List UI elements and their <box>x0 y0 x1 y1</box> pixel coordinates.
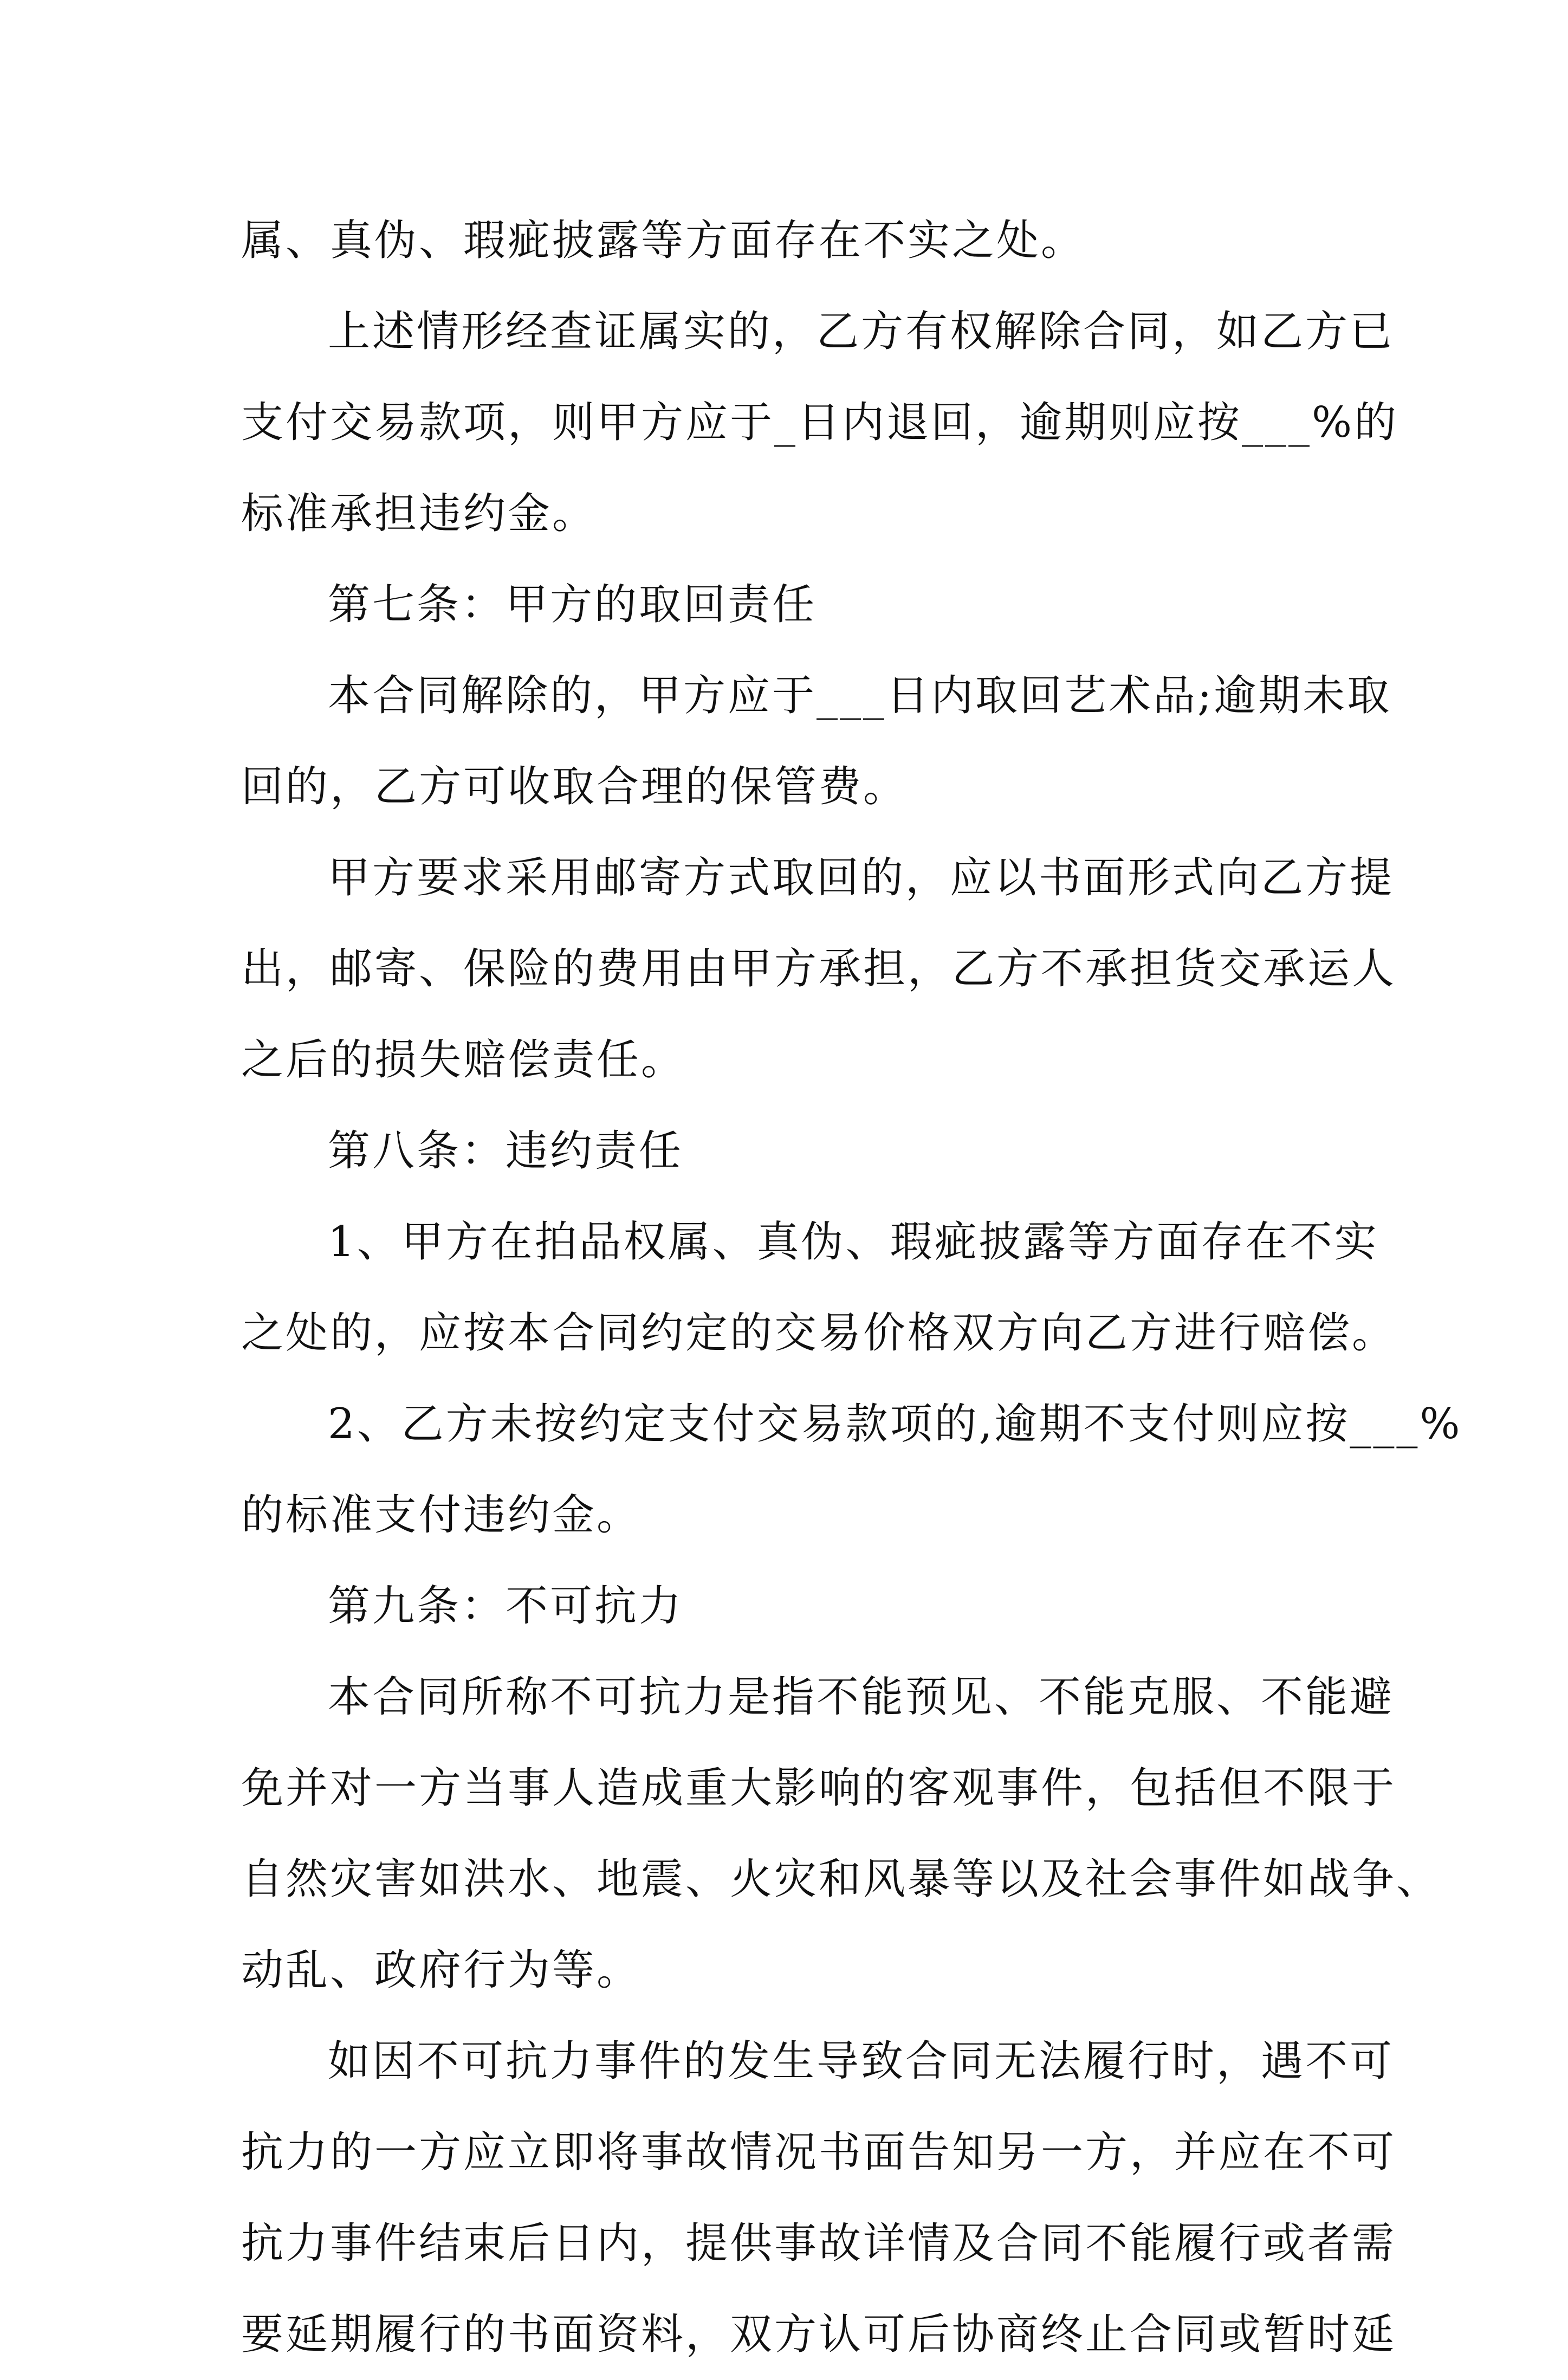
text-line: 之处的，应按本合同约定的交易价格双方向乙方进行赔偿。 <box>241 1309 1397 1357</box>
text-line: 支付交易款项，则甲方应于_日内退回，逾期则应按___%的 <box>241 398 1399 447</box>
section-heading: 第八条：违约责任 <box>328 1127 684 1175</box>
text-line: 要延期履行的书面资料，双方认可后协商终止合同或暂时延 <box>241 2310 1397 2359</box>
text-line: 属、真伪、瑕疵披露等方面存在不实之处。 <box>241 216 1086 265</box>
text-line: 如因不可抗力事件的发生导致合同无法履行时，遇不可 <box>328 2037 1395 2086</box>
text-line: 出，邮寄、保险的费用由甲方承担，乙方不承担货交承运人 <box>241 945 1397 993</box>
text-line: 免并对一方当事人造成重大影响的客观事件，包括但不限于 <box>241 1764 1397 1813</box>
text-line: 2、乙方未按约定支付交易款项的,逾期不支付则应按___% <box>328 1400 1462 1448</box>
section-heading: 第七条：甲方的取回责任 <box>328 580 817 629</box>
text-line: 之后的损失赔偿责任。 <box>241 1036 686 1084</box>
text-line: 本合同所称不可抗力是指不能预见、不能克服、不能避 <box>328 1673 1395 1722</box>
section-heading: 第九条：不可抗力 <box>328 1582 684 1631</box>
text-line: 抗力的一方应立即将事故情况书面告知另一方，并应在不可 <box>241 2128 1397 2177</box>
text-line: 抗力事件结束后日内，提供事故详情及合同不能履行或者需 <box>241 2219 1397 2268</box>
text-line: 标准承担违约金。 <box>241 489 597 538</box>
text-line: 回的，乙方可收取合理的保管费。 <box>241 762 908 811</box>
text-line: 1、甲方在拍品权属、真伪、瑕疵披露等方面存在不实 <box>328 1218 1379 1266</box>
text-line: 自然灾害如洪水、地震、火灾和风暴等以及社会事件如战争、 <box>241 1855 1441 1904</box>
text-line: 本合同解除的，甲方应于___日内取回艺术品;逾期未取 <box>328 671 1392 720</box>
text-line: 上述情形经查证属实的，乙方有权解除合同，如乙方已 <box>328 307 1395 356</box>
text-line: 的标准支付违约金。 <box>241 1491 642 1540</box>
text-line: 动乱、政府行为等。 <box>241 1946 642 1995</box>
document-body <box>241 195 1462 2380</box>
text-line: 甲方要求采用邮寄方式取回的，应以书面形式向乙方提 <box>328 853 1395 902</box>
